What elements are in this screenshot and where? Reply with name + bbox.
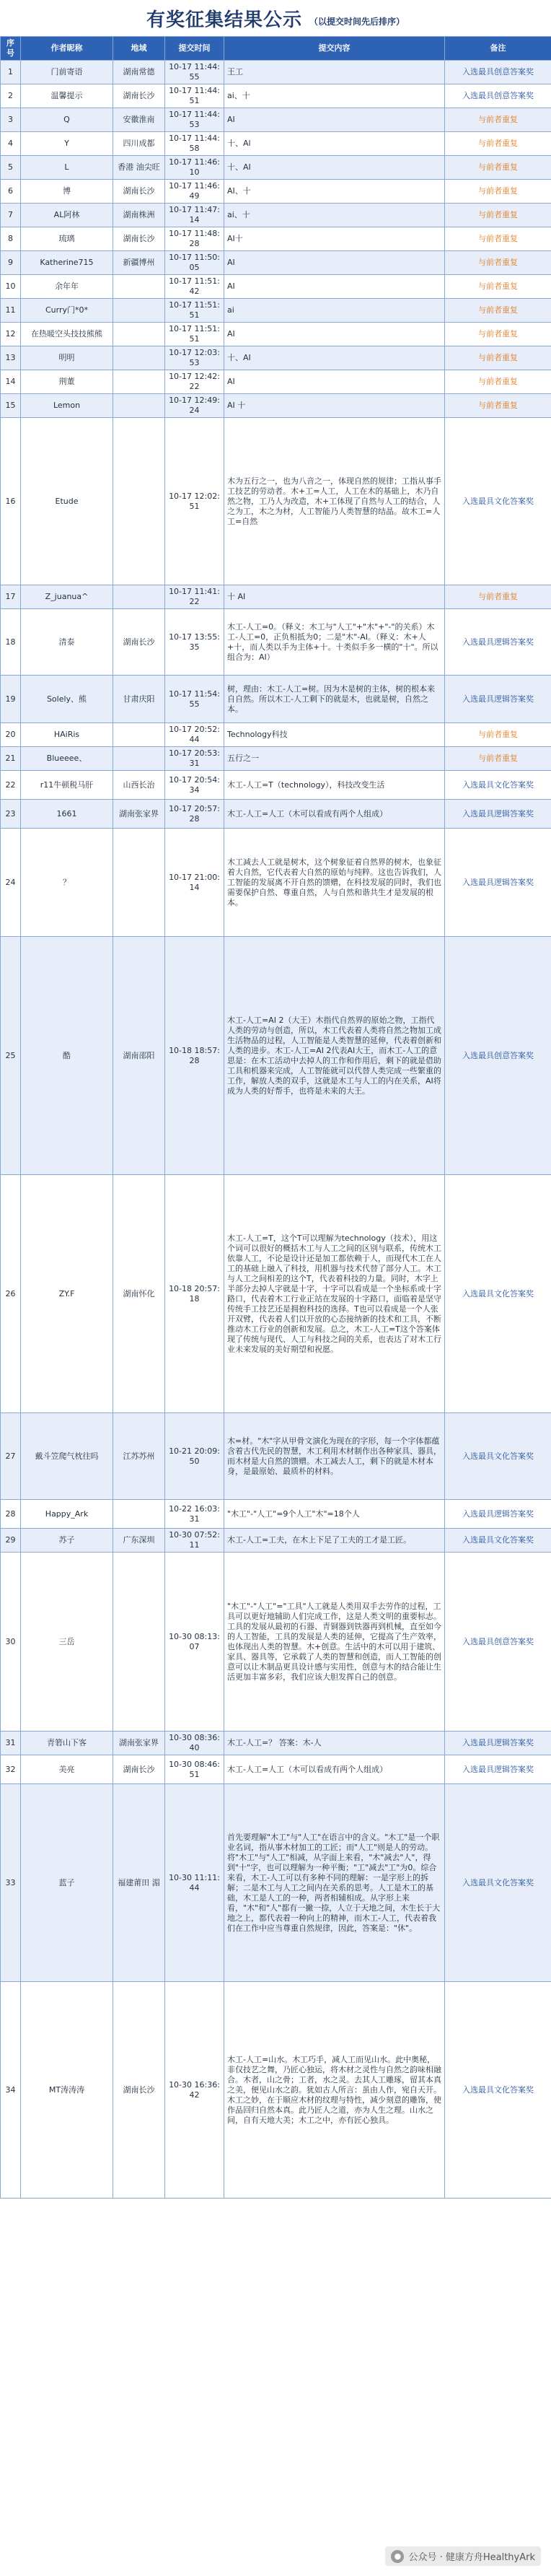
row-region <box>113 323 165 346</box>
row-author: Katherine715 <box>21 251 113 275</box>
row-number: 32 <box>1 1755 21 1784</box>
row-author: MT涛涛涛 <box>21 1982 113 2199</box>
row-region <box>113 1553 165 1732</box>
table-row <box>1 747 551 771</box>
row-time: 10-30 16:36:42 <box>165 1982 224 2199</box>
row-author: 蓝子 <box>21 1784 113 1982</box>
row-content: ai <box>224 299 445 323</box>
row-region: 湖南长沙 <box>113 609 165 676</box>
table-row <box>1 370 551 394</box>
wechat-icon: ● <box>391 2550 404 2563</box>
row-region: 湖南常德 <box>113 61 165 84</box>
table-header-row <box>1 37 551 61</box>
row-author: 戴斗笠爬气枕往吗 <box>21 1413 113 1500</box>
row-content: AI <box>224 323 445 346</box>
row-time: 10-30 07:52:11 <box>165 1529 224 1553</box>
row-time: 10-30 08:36:40 <box>165 1732 224 1755</box>
row-note: 与前者重复 <box>445 227 551 251</box>
table-row <box>1 180 551 204</box>
page-subtitle: （以提交时间先后排序） <box>309 16 405 27</box>
row-author: r11牛顿税马肝 <box>21 771 113 800</box>
row-note: 入选最具创意答案奖 <box>445 937 551 1175</box>
row-author: 琉璃 <box>21 227 113 251</box>
row-number: 21 <box>1 747 21 771</box>
row-time: 10-17 11:47:14 <box>165 204 224 227</box>
row-number: 34 <box>1 1982 21 2199</box>
row-content: 王工 <box>224 61 445 84</box>
row-number: 33 <box>1 1784 21 1982</box>
table-row <box>1 1755 551 1784</box>
row-note: 与前者重复 <box>445 275 551 299</box>
watermark-text: 公众号 · 健康方舟HealthyArk <box>408 2552 535 2563</box>
row-author: 门前寄语 <box>21 61 113 84</box>
row-content: 木工-人工=？ 答案：木-人 <box>224 1732 445 1755</box>
table-row <box>1 275 551 299</box>
row-content: 木=材。"木"字从甲骨文演化为现在的字形，每一个字体都蕴含着古代先民的智慧，木工利用木材制作出各种家具、器具，而木材是大自然的馈赠。木工减去人工，剩下的就是木材本身，是最原始、最质朴的材料。 <box>224 1413 445 1500</box>
row-time: 10-17 12:03:53 <box>165 346 224 370</box>
row-note: 入选最具逻辑答案奖 <box>445 1732 551 1755</box>
row-author: 温馨提示 <box>21 84 113 108</box>
row-note: 入选最具文化答案奖 <box>445 1784 551 1982</box>
row-time: 10-17 20:52:44 <box>165 723 224 747</box>
row-note: 入选最具创意答案奖 <box>445 84 551 108</box>
row-note: 与前者重复 <box>445 251 551 275</box>
row-time: 10-18 18:57:28 <box>165 937 224 1175</box>
row-author: AL阿林 <box>21 204 113 227</box>
header-note: 备注 <box>445 37 551 61</box>
row-note: 入选最具文化答案奖 <box>445 1529 551 1553</box>
row-time: 10-17 13:55:35 <box>165 609 224 676</box>
table-row <box>1 1732 551 1755</box>
row-time: 10-17 11:44:58 <box>165 132 224 156</box>
row-number: 4 <box>1 132 21 156</box>
row-content: 木工-人工=山水。木工巧手，减人工而见山水。此中奥秘，非仅技艺之舞，乃匠心独运，将木材之灵性与自然之韵味相融合。木者，山之骨；工者，水之灵。去其人工雕琢，留其本真之美，便见山水之韵。犹如古人所言：虽由人作，宛自天开。木工之妙，在于顺应木材的纹理与特性，减少刻意的雕饰，使作品回归自然本真。此乃匠人之道，亦为人生之理。山水之间，自有天地大美；木工之中，亦有匠心独具。 <box>224 1982 445 2199</box>
row-region: 湖南张家界 <box>113 800 165 829</box>
row-note: 入选最具逻辑答案奖 <box>445 800 551 829</box>
row-number: 25 <box>1 937 21 1175</box>
table-row <box>1 227 551 251</box>
row-number: 3 <box>1 108 21 132</box>
row-number: 12 <box>1 323 21 346</box>
table-row <box>1 84 551 108</box>
row-author: 1661 <box>21 800 113 829</box>
table-row <box>1 418 551 585</box>
table-row <box>1 1413 551 1500</box>
row-note: 与前者重复 <box>445 370 551 394</box>
row-number: 24 <box>1 829 21 937</box>
table-row <box>1 1982 551 2199</box>
row-region: 湖南怀化 <box>113 1175 165 1413</box>
row-note: 与前者重复 <box>445 180 551 204</box>
row-time: 10-30 11:11:44 <box>165 1784 224 1982</box>
row-time: 10-17 11:51:42 <box>165 275 224 299</box>
row-note: 与前者重复 <box>445 723 551 747</box>
header-author: 作者昵称 <box>21 37 113 61</box>
row-number: 6 <box>1 180 21 204</box>
row-number: 1 <box>1 61 21 84</box>
row-note: 与前者重复 <box>445 204 551 227</box>
table-row <box>1 676 551 723</box>
row-author: ？ <box>21 829 113 937</box>
row-content: AI <box>224 108 445 132</box>
row-number: 16 <box>1 418 21 585</box>
row-region <box>113 723 165 747</box>
row-note: 入选最具文化答案奖 <box>445 1413 551 1500</box>
row-time: 10-17 20:54:34 <box>165 771 224 800</box>
row-region <box>113 585 165 609</box>
row-author: Lemon <box>21 394 113 418</box>
row-time: 10-30 08:13:07 <box>165 1553 224 1732</box>
row-region: 湖南张家界 <box>113 1732 165 1755</box>
row-time: 10-17 11:44:53 <box>165 108 224 132</box>
row-number: 20 <box>1 723 21 747</box>
watermark <box>385 2546 541 2566</box>
table-row <box>1 1500 551 1529</box>
row-time: 10-21 20:09:50 <box>165 1413 224 1500</box>
row-time: 10-17 20:57:28 <box>165 800 224 829</box>
row-content: AI 十 <box>224 394 445 418</box>
header-time: 提交时间 <box>165 37 224 61</box>
row-author: 余年年 <box>21 275 113 299</box>
row-content: 木工-人工=AI 2（大王）木指代自然界的原始之物，工指代人类的劳动与创造，所以，木工代表着人类将自然之物加工成生活物品的过程，人工智能是人类智慧的延伸，代表着创新和人类的进步。木工-人工=AI 2代表AI大王，而木工-人工的意思是：在木工活动中去掉人的工作和作用后，剩下的就是借助工具和机器来完成，人工智能就可以代替人类完成一些繁重的工作，解放人类的双手，这就是木工与人工的内在关系，AI将成为人类的好帮手，也将是未来的大王。 <box>224 937 445 1175</box>
row-note: 与前者重复 <box>445 323 551 346</box>
table-row <box>1 108 551 132</box>
row-note: 入选最具文化答案奖 <box>445 418 551 585</box>
row-number: 19 <box>1 676 21 723</box>
row-number: 27 <box>1 1413 21 1500</box>
table-row <box>1 609 551 676</box>
row-region: 福建莆田 湄 <box>113 1784 165 1982</box>
row-region: 四川成都 <box>113 132 165 156</box>
row-region: 新疆博州 <box>113 251 165 275</box>
row-time: 10-17 11:50:05 <box>165 251 224 275</box>
row-note: 与前者重复 <box>445 132 551 156</box>
table-row <box>1 1784 551 1982</box>
row-time: 10-17 12:42:22 <box>165 370 224 394</box>
row-number: 5 <box>1 156 21 180</box>
row-number: 23 <box>1 800 21 829</box>
row-note: 与前者重复 <box>445 346 551 370</box>
row-time: 10-18 20:57:18 <box>165 1175 224 1413</box>
title-bar <box>0 0 551 36</box>
row-note: 与前者重复 <box>445 108 551 132</box>
row-note: 入选最具逻辑答案奖 <box>445 1500 551 1529</box>
row-note: 入选最具文化答案奖 <box>445 1982 551 2199</box>
row-note: 入选最具逻辑答案奖 <box>445 829 551 937</box>
row-number: 13 <box>1 346 21 370</box>
row-number: 14 <box>1 370 21 394</box>
row-note: 入选最具文化答案奖 <box>445 771 551 800</box>
row-time: 10-17 21:00:14 <box>165 829 224 937</box>
row-time: 10-17 11:44:51 <box>165 84 224 108</box>
row-note: 入选最具逻辑答案奖 <box>445 609 551 676</box>
row-author: 美亮 <box>21 1755 113 1784</box>
row-number: 18 <box>1 609 21 676</box>
row-region: 湖南长沙 <box>113 84 165 108</box>
row-time: 10-17 11:46:49 <box>165 180 224 204</box>
row-content: AI、十 <box>224 180 445 204</box>
row-number: 28 <box>1 1500 21 1529</box>
row-number: 10 <box>1 275 21 299</box>
row-region <box>113 299 165 323</box>
row-region: 安徽淮南 <box>113 108 165 132</box>
row-note: 与前者重复 <box>445 156 551 180</box>
row-region: 湖南邵阳 <box>113 937 165 1175</box>
row-time: 10-17 11:51:51 <box>165 323 224 346</box>
row-author: 青箬山下客 <box>21 1732 113 1755</box>
table-row <box>1 394 551 418</box>
row-note: 入选最具创意答案奖 <box>445 61 551 84</box>
row-number: 30 <box>1 1553 21 1732</box>
row-content: AI <box>224 251 445 275</box>
table-row <box>1 800 551 829</box>
row-content: 十 AI <box>224 585 445 609</box>
row-author: 三岳 <box>21 1553 113 1732</box>
row-content: ai、十 <box>224 204 445 227</box>
header-no: 序号 <box>1 37 21 61</box>
row-region: 江苏苏州 <box>113 1413 165 1500</box>
row-time: 10-17 11:41:22 <box>165 585 224 609</box>
row-region <box>113 418 165 585</box>
row-number: 17 <box>1 585 21 609</box>
row-author: Etude <box>21 418 113 585</box>
row-content: "木工"-"人工"=9个人工"木"=18个人 <box>224 1500 445 1529</box>
row-author: ZY.F <box>21 1175 113 1413</box>
row-time: 10-17 11:54:55 <box>165 676 224 723</box>
row-time: 10-17 12:49:24 <box>165 394 224 418</box>
table-row <box>1 204 551 227</box>
row-time: 10-22 16:03:31 <box>165 1500 224 1529</box>
row-region: 湖南长沙 <box>113 227 165 251</box>
row-region <box>113 1500 165 1529</box>
row-content: 木工-人工=人工（木可以看成有两个人组成） <box>224 1755 445 1784</box>
row-author: HAiRis <box>21 723 113 747</box>
table-row <box>1 251 551 275</box>
row-time: 10-30 08:46:51 <box>165 1755 224 1784</box>
row-author: Y <box>21 132 113 156</box>
row-content: AI十 <box>224 227 445 251</box>
row-number: 11 <box>1 299 21 323</box>
row-region: 湖南长沙 <box>113 1982 165 2199</box>
row-number: 8 <box>1 227 21 251</box>
row-author: 荆董 <box>21 370 113 394</box>
row-content: 木工-人工=人工（木可以看成有两个人组成） <box>224 800 445 829</box>
row-content: 木工-人工=工夫，在木上下足了工夫的工才是工匠。 <box>224 1529 445 1553</box>
row-content: 木工-人工=0。（释义：木工与"人工"+"木"+"-"的关系）木工-人工=0，正负相抵为0；二是"木"-AI。（释义：木+人+十，而人类以手为主体+十。十类似手多一横的"十"。所以组合为：AI） <box>224 609 445 676</box>
row-number: 31 <box>1 1732 21 1755</box>
row-content: Technology科技 <box>224 723 445 747</box>
row-author: Happy_Ark <box>21 1500 113 1529</box>
row-time: 10-17 12:02:51 <box>165 418 224 585</box>
row-author: 博 <box>21 180 113 204</box>
row-region: 湖南长沙 <box>113 1755 165 1784</box>
row-content: 十、Al <box>224 132 445 156</box>
row-author: Q <box>21 108 113 132</box>
row-note: 与前者重复 <box>445 394 551 418</box>
row-content: 树，理由：木工-人工=树。因为木是树的主体，树的根本来自自然。所以木工-人工剩下的就是木，也就是树，自然之本。 <box>224 676 445 723</box>
row-author: 酷 <box>21 937 113 1175</box>
results-table <box>0 36 551 2199</box>
row-note: 入选最具逻辑答案奖 <box>445 1755 551 1784</box>
table-row <box>1 829 551 937</box>
row-content: 木工-人工=T（technology），科技改变生活 <box>224 771 445 800</box>
row-region <box>113 346 165 370</box>
row-author: L <box>21 156 113 180</box>
row-note: 与前者重复 <box>445 585 551 609</box>
row-content: 木为五行之一，也为八音之一，体现自然的规律；工指从事手工技艺的劳动者。木+工=人工，人工在木的基础上，木乃自然之物，工乃人为改造，木+工体现了自然与人工的结合，人之为工，木之为材，人工智能乃人类智慧的结晶。故木工=人工=自然 <box>224 418 445 585</box>
page-title: 有奖征集结果公示 <box>146 9 302 31</box>
table-row <box>1 299 551 323</box>
row-note: 与前者重复 <box>445 747 551 771</box>
table-row <box>1 61 551 84</box>
row-time: 10-17 11:51:51 <box>165 299 224 323</box>
table-row <box>1 132 551 156</box>
row-content: ai、十 <box>224 84 445 108</box>
row-region: 甘肃庆阳 <box>113 676 165 723</box>
row-region: 广东深圳 <box>113 1529 165 1553</box>
row-content: AI <box>224 370 445 394</box>
table-row <box>1 1553 551 1732</box>
row-author: 清泰 <box>21 609 113 676</box>
row-number: 9 <box>1 251 21 275</box>
row-time: 10-17 11:46:10 <box>165 156 224 180</box>
row-note: 入选最具创意答案奖 <box>445 1553 551 1732</box>
row-author: 苏子 <box>21 1529 113 1553</box>
row-number: 15 <box>1 394 21 418</box>
row-region <box>113 829 165 937</box>
row-number: 2 <box>1 84 21 108</box>
table-row <box>1 156 551 180</box>
header-region: 地域 <box>113 37 165 61</box>
table-row <box>1 937 551 1175</box>
row-number: 26 <box>1 1175 21 1413</box>
table-row <box>1 771 551 800</box>
row-region <box>113 275 165 299</box>
table-row <box>1 1175 551 1413</box>
row-author: Z_juanua^ <box>21 585 113 609</box>
table-row <box>1 585 551 609</box>
row-note: 与前者重复 <box>445 299 551 323</box>
row-content: 木工-人工=T，这个T可以理解为technology（技术），用这个词可以很好的概括木工与人工之间的区别与联系，传统木工依靠人工，不论是设计还是加工都依赖于人，而现代木工在人工的基础上融入了科技，用机器与技术代替了部分人工。木工与人工之间相差的这个T，代表着科技的力量。同时，木字上半部分去掉人字就是十字，十字可以看成是一个坐标系或十字路口，代表着木工行业正站在发展的十字路口，面临着是坚守传统手工技艺还是拥抱科技的选择。T也可以看成是一个人张开双臂，代表着人们以开放的心态接纳新的技术和工具，不断推动木工行业的创新和发展。总之，木工-人工=T这个答案体现了传统与现代、人工与科技之间的关系，也表达了对木工行业未来发展的美好期望和祝愿。 <box>224 1175 445 1413</box>
row-region: 湖南长沙 <box>113 180 165 204</box>
row-content: 十、AI <box>224 156 445 180</box>
row-note: 入选最具逻辑答案奖 <box>445 676 551 723</box>
row-content: "木工"-"人工"="工具"人工就是人类用双手去劳作的过程，工具可以更好地辅助人们完成工作，这是人类文明的重要标志。工具的发展从最初的石器、青铜器到铁器再到机械，直至如今的人工智能，工具的发展是人类的延伸，它提高了生产效率，也体现出人类的智慧。木+创意。生活中的木可以用于建筑、家具、器具等，它承载了人类的智慧和创造，而人工智能的创意可以让木制品更具设计感与实用性，创意与木的结合能让生活更加丰富多彩，我们应该大胆发挥自己的创意。 <box>224 1553 445 1732</box>
row-number: 7 <box>1 204 21 227</box>
row-region <box>113 370 165 394</box>
row-number: 22 <box>1 771 21 800</box>
row-content: 五行之一 <box>224 747 445 771</box>
header-content: 提交内容 <box>224 37 445 61</box>
row-note: 入选最具文化答案奖 <box>445 1175 551 1413</box>
row-region <box>113 394 165 418</box>
table-row <box>1 1529 551 1553</box>
row-time: 10-17 11:48:28 <box>165 227 224 251</box>
row-region: 湖南株洲 <box>113 204 165 227</box>
row-author: 明明 <box>21 346 113 370</box>
row-author: Solely、熊 <box>21 676 113 723</box>
row-time: 10-17 20:53:31 <box>165 747 224 771</box>
row-content: 木工减去人工就是树木，这个树象征着自然界的树木，也象征着大自然，它代表着大自然的原始与纯粹。这也告诉我们，人工智能的发展离不开自然的馈赠，在科技发展的同时，我们也需要保护自然、尊重自然，人与自然和谐共生才是发展的根本。 <box>224 829 445 937</box>
row-region: 山西长治 <box>113 771 165 800</box>
row-content: AI <box>224 275 445 299</box>
row-content: 十、AI <box>224 346 445 370</box>
row-content: 首先要理解"木工"与"人工"在语言中的含义。"木工"是一个职业名词，指从事木材加工的工匠；而"人工"则是人的劳动。将"木工"与"人工"相减，从字面上来看，"木"减去"人"，得到"十"字，也可以理解为一种平衡；"工"减去"工"为0。综合来看，木工-人工可以有多种不同的理解：一是字形上的拆解；二是木工与人工之间内在关系的思考。人工是木工的基础，木工是人工的一种，两者相辅相成。从字形上来看，"木"和"人"都有一撇一捺，人立于天地之间，木生长于大地之上，都代表着一种向上的精神，而木工-人工，代表着我们在工作中应当尊重自然规律，因此，答案是："休"。 <box>224 1784 445 1982</box>
table-body <box>1 61 551 2199</box>
row-author: 在热暖空头技技熊熊 <box>21 323 113 346</box>
row-number: 29 <box>1 1529 21 1553</box>
row-author: Curry门*0* <box>21 299 113 323</box>
row-region <box>113 747 165 771</box>
table-row <box>1 723 551 747</box>
table-row <box>1 346 551 370</box>
row-author: Blueeee、 <box>21 747 113 771</box>
table-row <box>1 323 551 346</box>
row-time: 10-17 11:44:55 <box>165 61 224 84</box>
row-region: 香港 油尖旺 <box>113 156 165 180</box>
